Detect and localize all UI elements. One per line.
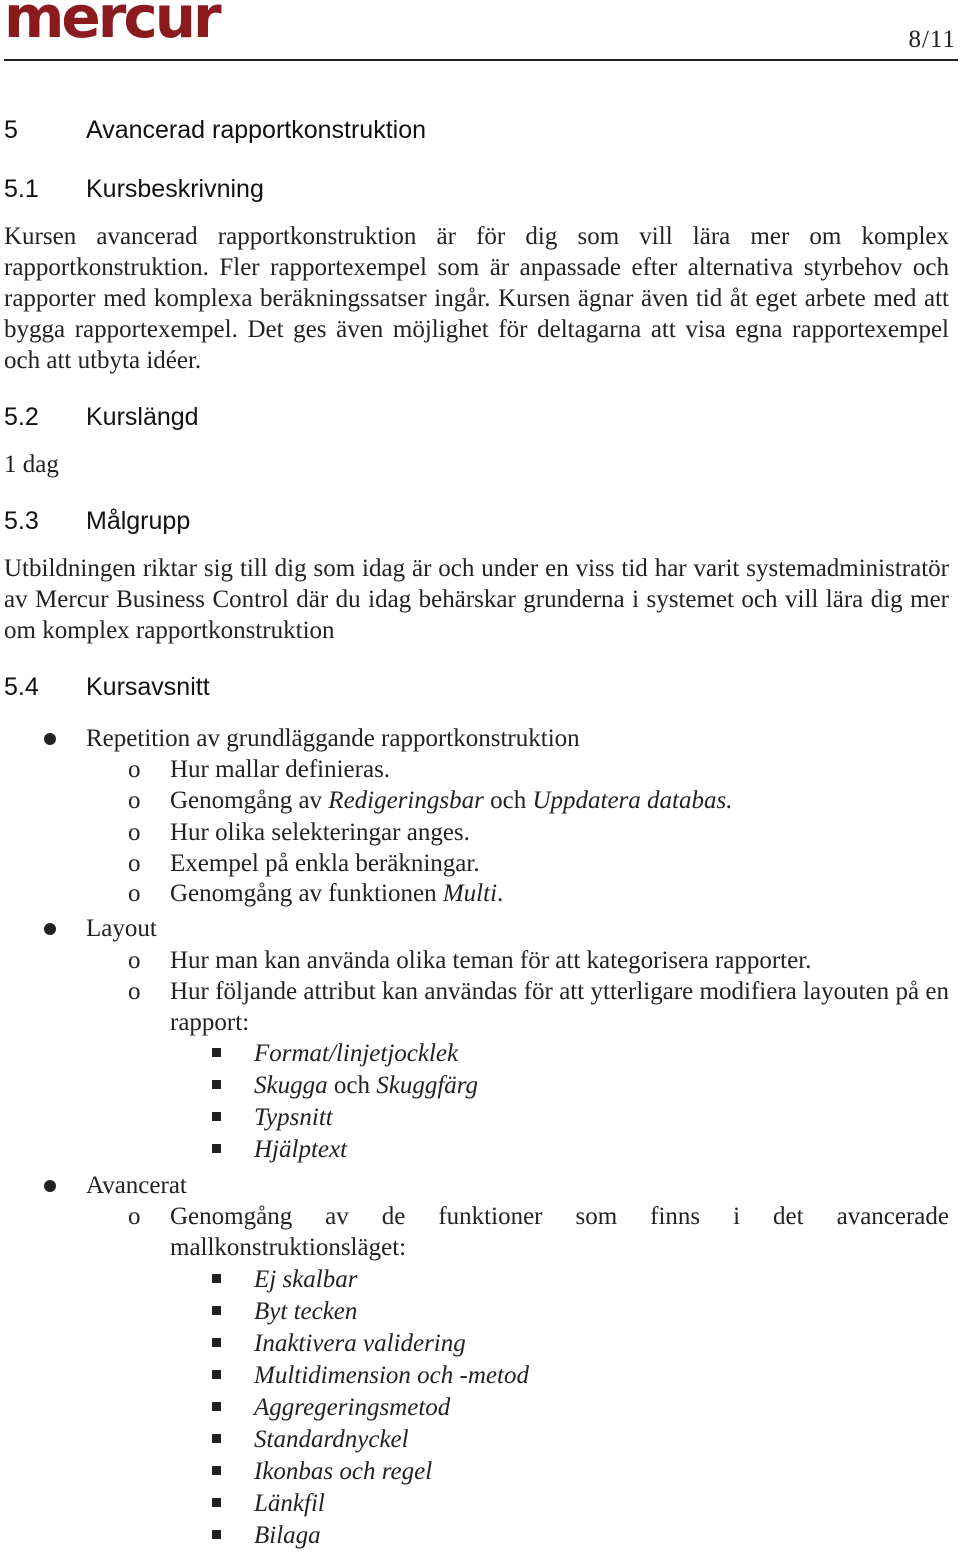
page-header bbox=[0, 0, 960, 64]
heading-title: Kursavsnitt bbox=[86, 673, 210, 701]
square-bullet-icon bbox=[212, 1274, 221, 1283]
heading-number: 5.3 bbox=[4, 507, 39, 535]
list-item: Bilaga bbox=[254, 1522, 321, 1549]
sub-bullet-icon: o bbox=[128, 947, 141, 974]
bullet-icon bbox=[44, 923, 56, 935]
square-bullet-icon bbox=[212, 1370, 221, 1379]
target-group: Utbildningen riktar sig till dig som idag är och under en viss tid har varit systemadministratör av Mercur Business Control där du idag behärskar grunderna i systemet och vill lära dig mer om komplex rapportkonstruktion bbox=[4, 555, 949, 644]
course-length: 1 dag bbox=[4, 451, 59, 478]
heading-title: Målgrupp bbox=[86, 507, 191, 535]
heading-number: 5 bbox=[4, 116, 18, 144]
sub-bullet-icon: o bbox=[128, 850, 141, 877]
list-item: Format/linjetjocklek bbox=[254, 1040, 459, 1067]
sub-bullet-icon: o bbox=[128, 1203, 141, 1230]
square-bullet-icon bbox=[212, 1402, 221, 1411]
list-item: Multidimension och -metod bbox=[254, 1362, 529, 1389]
course-description: Kursen avancerad rapportkonstruktion är för dig som vill lära mer om komplex rapportkonstruktion. Fler rapportexempel som är anpassade efter alternativa styrbehov och rapporter med komplexa beräkningssatser ingår. Kursen ägnar även tid åt eget arbete med att bygga rapportexempel. Det ges även möjlighet för deltagarna att visa egna rapportexempel och att utbyta idéer. bbox=[4, 223, 949, 374]
list-item: Hjälptext bbox=[254, 1136, 348, 1163]
list-item: Skugga och Skuggfärg bbox=[254, 1072, 479, 1099]
heading-title: Kurslängd bbox=[86, 403, 199, 431]
square-bullet-icon bbox=[212, 1434, 221, 1443]
page-number: 8/11 bbox=[908, 26, 956, 53]
square-bullet-icon bbox=[212, 1466, 221, 1475]
bullet-icon bbox=[44, 1180, 56, 1192]
sub-bullet-icon: o bbox=[128, 756, 141, 783]
sub-bullet-icon: o bbox=[128, 819, 141, 846]
list-item: Typsnitt bbox=[254, 1104, 333, 1131]
heading-number: 5.1 bbox=[4, 175, 39, 203]
sub-bullet-icon: o bbox=[128, 880, 141, 907]
mercur-logo: mercur bbox=[4, 0, 219, 51]
list-item: Avancerat bbox=[86, 1172, 187, 1199]
list-item: Repetition av grundläggande rapportkonstruktion bbox=[86, 725, 580, 752]
list-item: Ej skalbar bbox=[254, 1266, 358, 1293]
list-item: Hur man kan använda olika teman för att kategorisera rapporter. bbox=[170, 947, 812, 974]
square-bullet-icon bbox=[212, 1530, 221, 1539]
list-item: Hur mallar definieras. bbox=[170, 756, 391, 783]
heading-title: Kursbeskrivning bbox=[86, 175, 264, 203]
list-item: Genomgång av funktionen Multi. bbox=[170, 880, 504, 907]
list-item: Byt tecken bbox=[254, 1298, 358, 1325]
bullet-icon bbox=[44, 733, 56, 745]
list-item: Hur olika selekteringar anges. bbox=[170, 819, 470, 846]
list-item: Exempel på enkla beräkningar. bbox=[170, 850, 480, 877]
heading-number: 5.2 bbox=[4, 403, 39, 431]
sub-bullet-icon: o bbox=[128, 787, 141, 814]
list-item: Hur följande attribut kan användas för att ytterligare modifiera layouten på en rapport: bbox=[170, 978, 949, 1036]
list-item: Länkfil bbox=[254, 1490, 325, 1517]
list-item: Aggregeringsmetod bbox=[254, 1394, 451, 1421]
square-bullet-icon bbox=[212, 1498, 221, 1507]
list-item: Standardnyckel bbox=[254, 1426, 409, 1453]
list-item: Genomgång av de funktioner som finns i det avancerade mallkonstruktionsläget: bbox=[170, 1203, 949, 1261]
list-item: Layout bbox=[86, 915, 157, 942]
heading-title: Avancerad rapportkonstruktion bbox=[86, 116, 427, 144]
square-bullet-icon bbox=[212, 1144, 221, 1153]
header-divider bbox=[4, 59, 958, 61]
list-item: Genomgång av Redigeringsbar och Uppdatera databas. bbox=[170, 787, 733, 814]
heading-number: 5.4 bbox=[4, 673, 39, 701]
sub-bullet-icon: o bbox=[128, 978, 141, 1005]
square-bullet-icon bbox=[212, 1112, 221, 1121]
square-bullet-icon bbox=[212, 1338, 221, 1347]
square-bullet-icon bbox=[212, 1048, 221, 1057]
square-bullet-icon bbox=[212, 1080, 221, 1089]
list-item: Inaktivera validering bbox=[254, 1330, 466, 1357]
square-bullet-icon bbox=[212, 1306, 221, 1315]
list-item: Ikonbas och regel bbox=[254, 1458, 433, 1485]
